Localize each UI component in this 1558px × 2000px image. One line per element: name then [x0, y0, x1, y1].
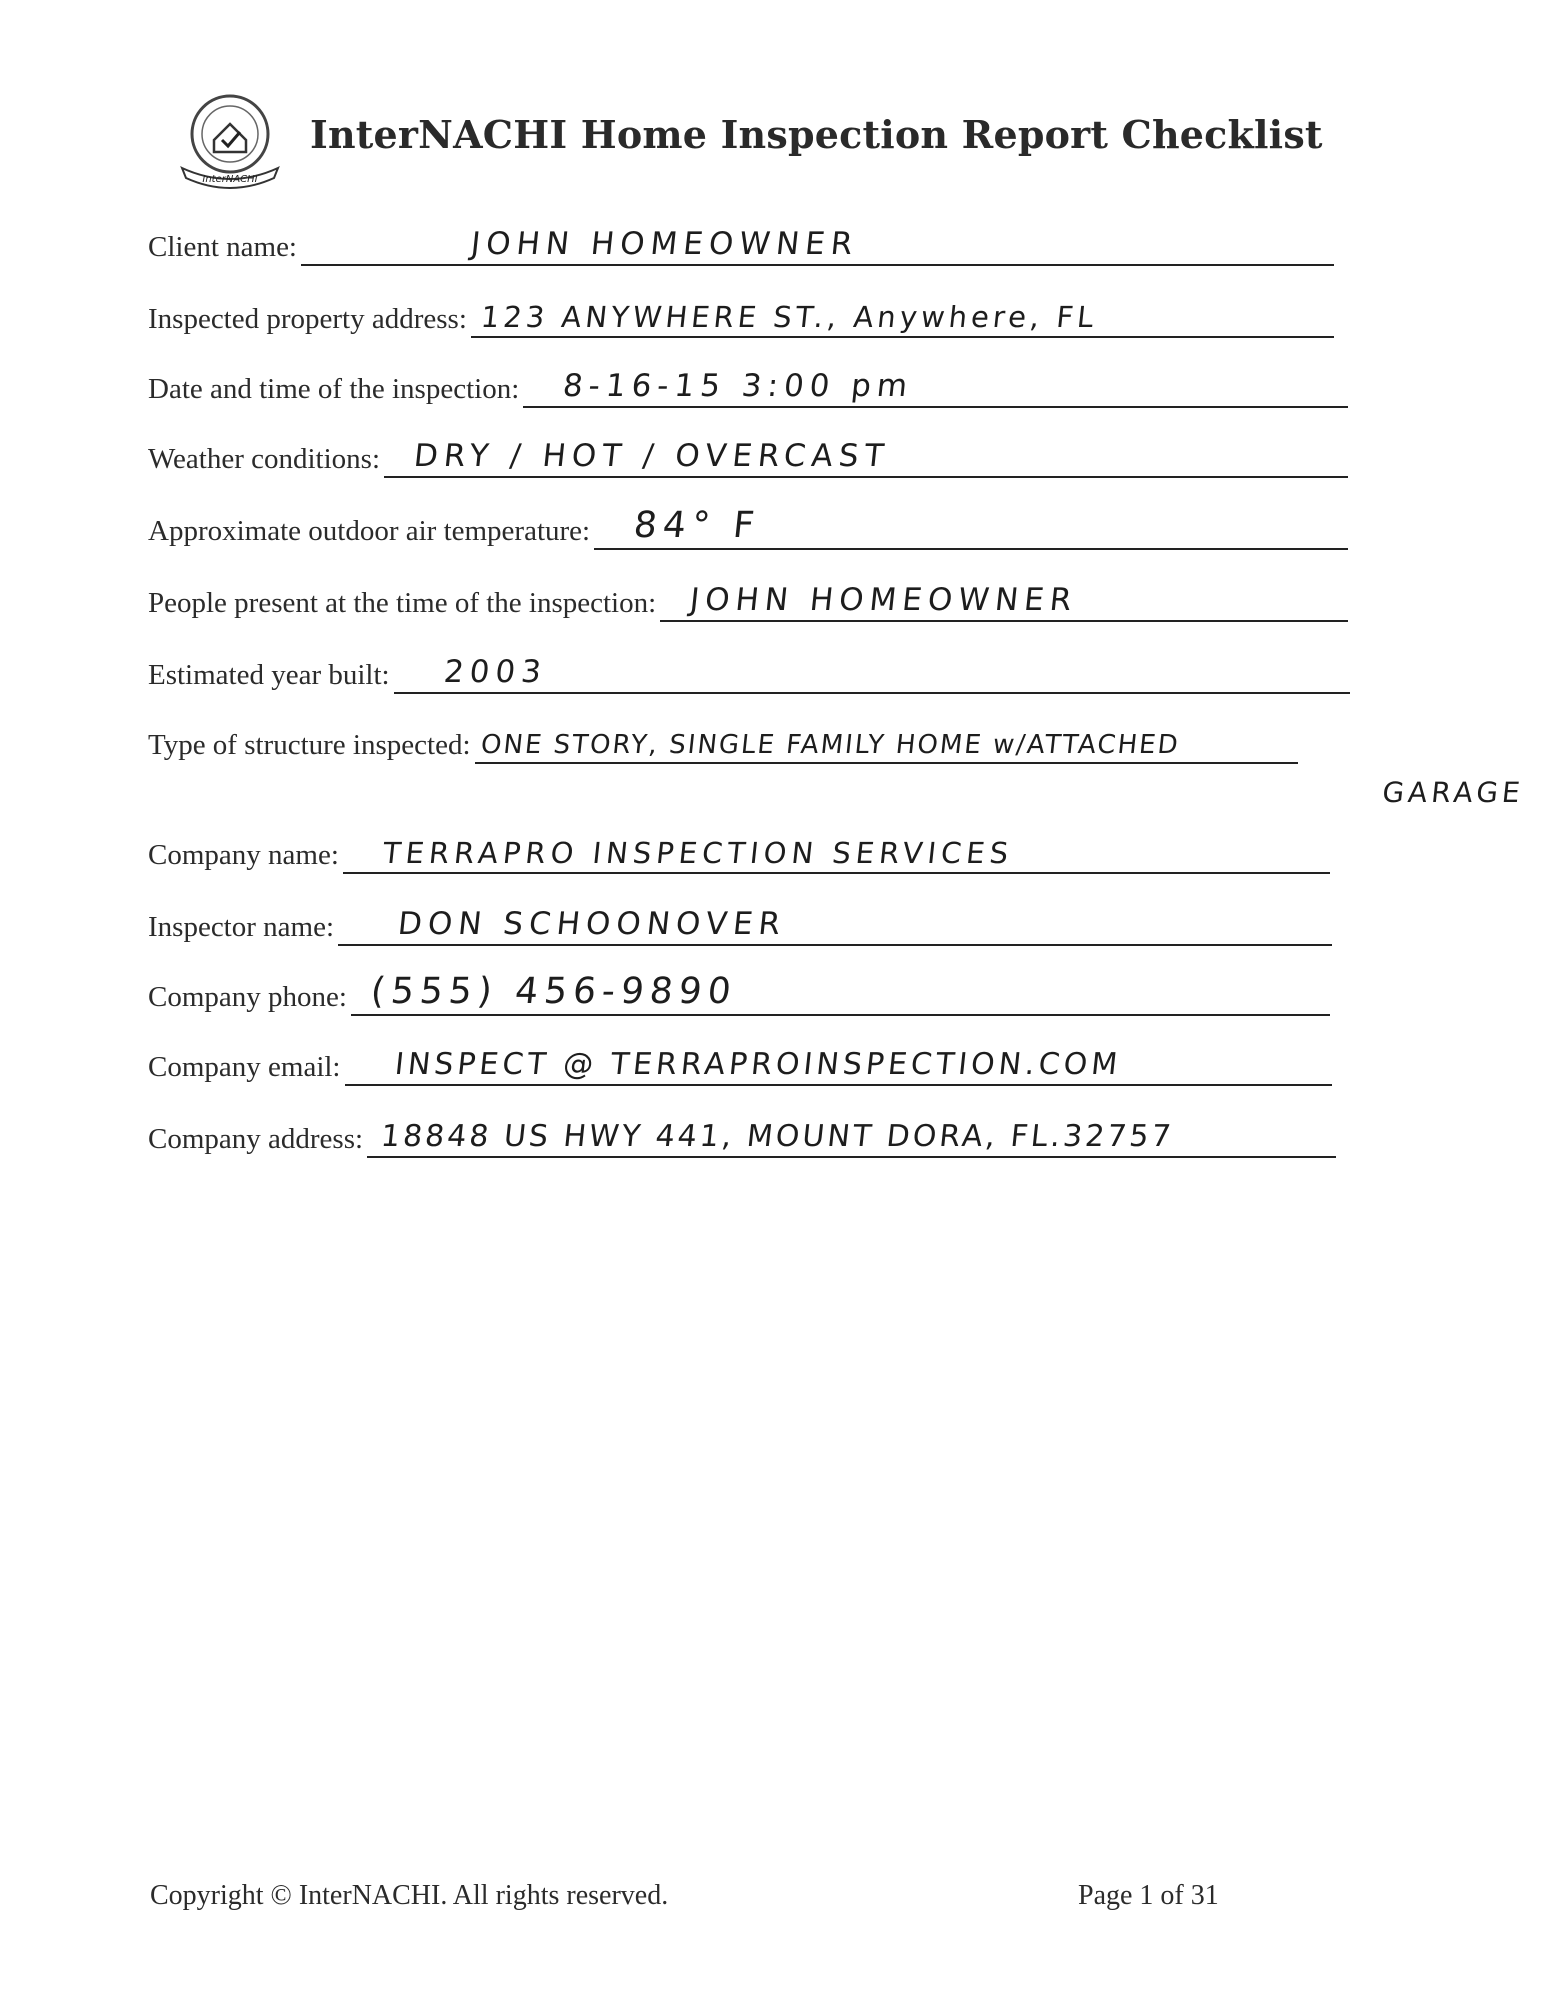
company-name-row — [148, 828, 1330, 874]
weather-label: Weather conditions: — [148, 443, 381, 475]
weather-row — [148, 432, 1348, 478]
weather-value: DRY / HOT / OVERCAST — [412, 438, 892, 474]
temperature-field[interactable] — [594, 504, 1348, 550]
company-name-value: TERRAPRO INSPECTION SERVICES — [381, 836, 1015, 870]
company-name-label: Company name: — [148, 839, 339, 871]
company-address-row — [148, 1112, 1336, 1158]
inspector-name-label: Inspector name: — [148, 911, 335, 943]
company-phone-field[interactable] — [351, 970, 1330, 1016]
property-address-field[interactable] — [471, 292, 1334, 338]
company-email-label: Company email: — [148, 1051, 341, 1083]
svg-text:InterNACHI: InterNACHI — [202, 174, 258, 185]
company-address-label: Company address: — [148, 1123, 364, 1155]
people-present-field[interactable] — [660, 576, 1348, 622]
year-built-field[interactable] — [394, 648, 1350, 694]
company-phone-label: Company phone: — [148, 981, 347, 1013]
temperature-row — [148, 504, 1348, 550]
year-built-label: Estimated year built: — [148, 659, 390, 691]
page-title: InterNACHI Home Inspection Report Checklist — [310, 112, 1323, 157]
internachi-seal-logo — [168, 90, 288, 190]
client-name-value: JOHN HOMEOWNER — [469, 226, 861, 262]
inspector-name-field[interactable] — [338, 900, 1332, 946]
people-present-row — [148, 576, 1348, 622]
inspection-date-value: 8-16-15 3:00 pm — [561, 368, 916, 404]
temperature-value: 84° F — [631, 505, 763, 546]
company-phone-value: (555) 456-9890 — [368, 971, 739, 1012]
company-phone-row — [148, 970, 1330, 1016]
year-built-value: 2003 — [441, 654, 549, 690]
company-email-value: INSPECT @ TERRAPROINSPECTION.COM — [392, 1047, 1123, 1082]
client-name-row — [148, 220, 1334, 266]
property-address-row — [148, 292, 1334, 338]
weather-field[interactable] — [384, 432, 1348, 478]
structure-type-field[interactable] — [475, 718, 1299, 764]
people-present-label: People present at the time of the inspection: — [148, 587, 657, 619]
structure-type-value-cont: GARAGE — [1380, 776, 1526, 809]
inspection-date-field[interactable] — [523, 362, 1348, 408]
company-email-row — [148, 1040, 1332, 1086]
page-number: Page 1 of 31 — [1078, 1880, 1219, 1911]
client-name-field[interactable] — [301, 220, 1334, 266]
people-present-value: JOHN HOMEOWNER — [688, 582, 1080, 618]
inspection-date-row — [148, 362, 1348, 408]
structure-type-value: ONE STORY, SINGLE FAMILY HOME w/ATTACHED — [478, 730, 1181, 760]
company-address-field[interactable] — [367, 1112, 1336, 1158]
copyright-notice: Copyright © InterNACHI. All rights reserved. — [150, 1880, 669, 1911]
inspector-name-value: DON SCHOONOVER — [396, 906, 789, 942]
company-email-field[interactable] — [345, 1040, 1333, 1086]
structure-type-label: Type of structure inspected: — [148, 729, 471, 761]
structure-type-row — [148, 718, 1298, 764]
company-name-field[interactable] — [343, 828, 1330, 874]
client-name-label: Client name: — [148, 231, 297, 263]
year-built-row — [148, 648, 1350, 694]
property-address-value: 123 ANYWHERE ST., Anywhere, FL — [479, 300, 1100, 334]
temperature-label: Approximate outdoor air temperature: — [148, 515, 591, 547]
company-address-value: 18848 US HWY 441, MOUNT DORA, FL.32757 — [379, 1119, 1176, 1154]
property-address-label: Inspected property address: — [148, 303, 467, 335]
inspection-date-label: Date and time of the inspection: — [148, 373, 520, 405]
inspector-name-row — [148, 900, 1332, 946]
